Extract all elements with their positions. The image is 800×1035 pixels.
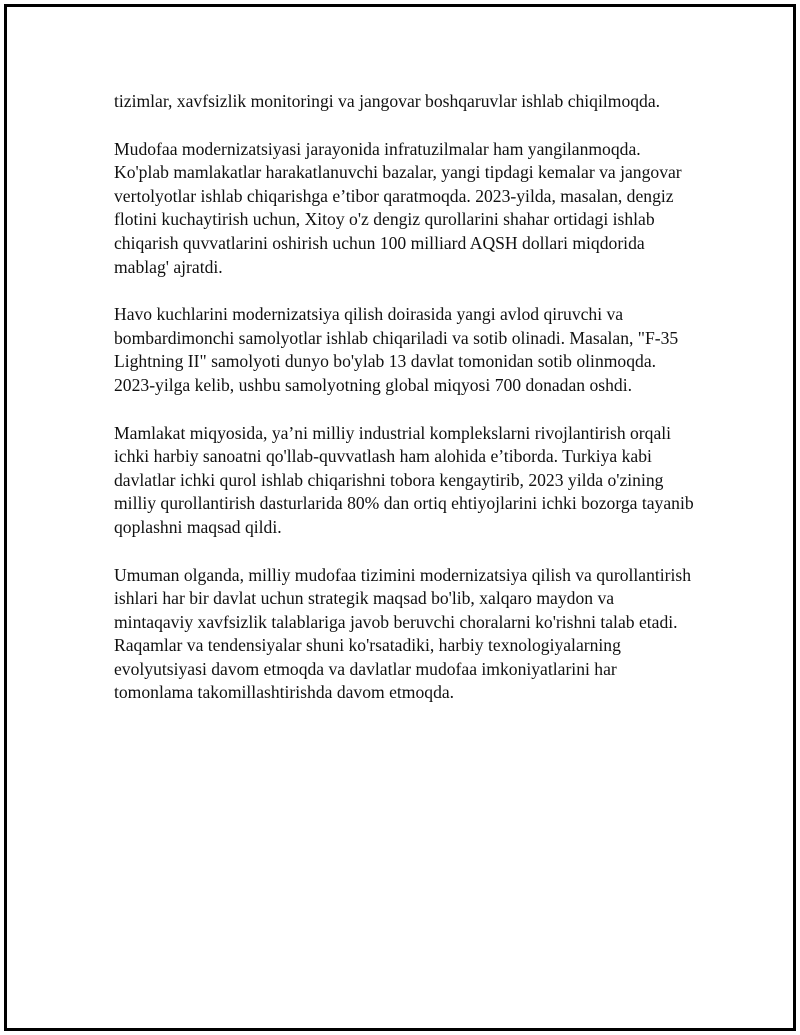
paragraph: Mamlakat miqyosida, ya’ni milliy industrial komplekslarni rivojlantirish orqali ichki harbiy sanoatni qo'llab-quvvatlash ham alohida e’tiborda. Turkiya kabi davlatlar ichki qurol ishlab chiqarishni tobora kengaytirib, 2023 yilda o'zining milliy qurollantirish dasturlarida 80% dan ortiq ehtiyojlarini ichki bozorga tayanib qoplashni maqsad qildi. xyxy=(114,422,694,537)
paragraph: tizimlar, xavfsizlik monitoringi va jangovar boshqaruvlar ishlab chiqilmoqda. xyxy=(114,91,661,111)
paragraph: Havo kuchlarini modernizatsiya qilish doirasida yangi avlod qiruvchi va bombardimonchi samolyotlar ishlab chiqariladi va sotib olinadi. Masalan, "F-35 Lightning II" samolyoti dunyo bo'ylab 13 davlat tomonidan sotib olinmoqda. 2023-yilga kelib, ushbu samolyotning global miqyosi 700 donadan oshdi. xyxy=(114,304,679,395)
paragraph: Umuman olganda, milliy mudofaa tizimini modernizatsiya qilish va qurollantirish ishlari har bir davlat uchun strategik maqsad bo'lib, xalqaro maydon va mintaqaviy xavfsizlik talablariga javob beruvchi choralarni ko'rishni talab etadi. Raqamlar va tendensiyalar shuni ko'rsatadiki, harbiy texnologiyalarning evolyutsiyasi davom etmoqda va davlatlar mudofaa imkoniyatlarini har tomonlama takomillashtirishda davom etmoqda. xyxy=(114,564,692,703)
paragraph: Mudofaa modernizatsiyasi jarayonida infratuzilmalar ham yangilanmoqda. Ko'plab mamlakatlar harakatlanuvchi bazalar, yangi tipdagi kemalar va jangovar vertolyotlar ishlab chiqarishga e’tibor qaratmoqda. 2023-yilda, masalan, dengiz flotini kuchaytirish uchun, Xitoy o'z dengiz qurollarini shahar ortidagi ishlab chiqarish quvvatlarini oshirish uchun 100 milliard AQSH dollari miqdorida mablag' ajratdi. xyxy=(114,138,682,277)
document-body xyxy=(114,90,694,729)
